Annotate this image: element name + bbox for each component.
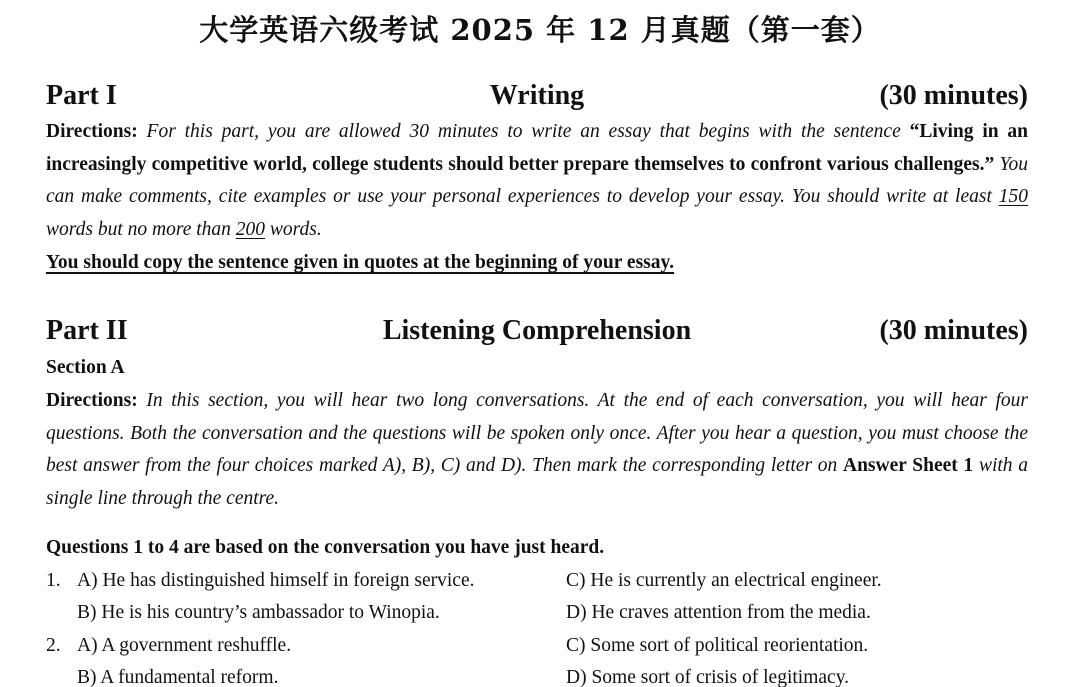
part1-label: Part I (46, 80, 117, 111)
part2-name: Listening Comprehension (382, 315, 692, 346)
part2-header (46, 315, 1028, 351)
part1-time: (30 minutes) (879, 80, 1028, 111)
part2-directions-text-2: with a single line through the centre. (46, 455, 1028, 509)
question-2-row-2 (46, 662, 1028, 687)
part1-instruction: You should copy the sentence given in quotes at the beginning of your essay. (46, 252, 675, 273)
part1-name: Writing (489, 80, 585, 111)
question-1-row-2 (46, 597, 1028, 629)
part2-answer-sheet: Answer Sheet 1 (842, 455, 974, 477)
question-1-option-a: A) He has distinguished himself in foreign service. (77, 570, 475, 591)
part2-section: Section A (46, 357, 125, 378)
question-1-option-b: B) He is his country’s ambassador to Winopia. (77, 602, 440, 623)
part1-min-words: 150 (998, 186, 1028, 208)
part1-quote: “Living in an increasingly competitive world, college students should better prepare themselves to confront various challenges.” (46, 121, 1029, 175)
exam-title: 大学英语六级考试 2025 年 12 月真题（第一套） (199, 13, 881, 47)
question-2-option-b: B) A fundamental reform. (77, 667, 279, 687)
question-2-number: 2. (46, 635, 61, 656)
question-1-option-d: D) He craves attention from the media. (566, 602, 871, 623)
part2-directions (46, 385, 1028, 515)
part2-directions-label: Directions: (46, 390, 138, 411)
part2-time: (30 minutes) (879, 315, 1028, 346)
part1-directions (46, 116, 1028, 246)
part1-directions-label: Directions: (46, 121, 138, 142)
part1-instruction-line (46, 247, 1028, 280)
question-2-option-a: A) A government reshuffle. (77, 635, 292, 656)
questions-intro: Questions 1 to 4 are based on the conversation you have just heard. (46, 537, 605, 558)
question-1-row-1 (46, 565, 1028, 597)
part2-label: Part II (46, 315, 128, 346)
question-2-option-c: C) Some sort of political reorientation. (566, 635, 869, 656)
question-2-row-1 (46, 630, 1028, 662)
part1-directions-text-3: words but no more than (46, 218, 231, 240)
part1-directions-text-2: You can make comments, cite examples or use your personal experiences to develop your essay. You should write at least (46, 153, 1029, 208)
question-1-number: 1. (46, 570, 61, 591)
question-1-option-c: C) He is currently an electrical engineer. (566, 570, 882, 591)
part1-directions-text-4: words. (269, 218, 322, 240)
question-2-option-d: D) Some sort of crisis of legitimacy. (566, 667, 850, 687)
part1-header (46, 80, 1028, 116)
part1-max-words: 200 (235, 218, 266, 240)
part1-directions-text-1: For this part, you are allowed 30 minutes to write an essay that begins with the sentence (146, 121, 901, 142)
part2-directions-text-1: In this section, you will hear two long conversations. At the end of each conversation, you will hear four questions. Both the conversation and the questions will be spoken only once. After you hear a question, you must choose the best answer from the four choices marked A), B), C) and D). Then mark the corresponding letter on (46, 390, 1029, 477)
